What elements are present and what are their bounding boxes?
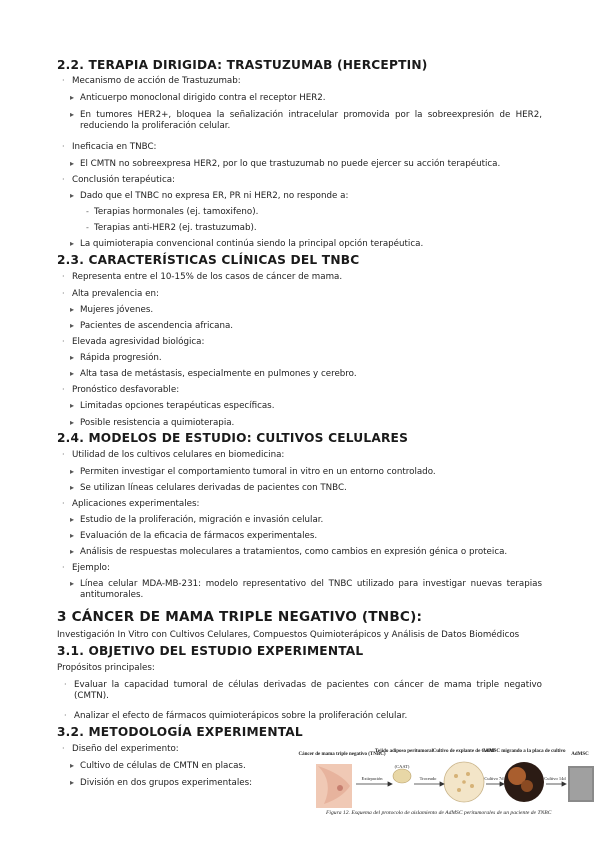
list-item: La quimioterapia convencional continúa siendo la principal opción terapéutica. [80, 239, 424, 249]
section-3-2-heading: 3.2. METODOLOGÍA EXPERIMENTAL [57, 725, 303, 739]
bullet-dot: · [62, 337, 65, 346]
bullet-arrow-icon: ▸ [70, 579, 75, 588]
figure-caption: Figura 12. Esquema del protocolo de aislamiento de AdMSC peritumorales de un paciente de TNBC [326, 810, 552, 816]
list-item: Permiten investigar el comportamiento tumoral in vitro en un entorno controlado. [80, 467, 436, 477]
bullet-arrow-icon: ▸ [70, 761, 75, 770]
bullet-dot: · [62, 142, 65, 151]
bullet-arrow-icon: ▸ [70, 418, 75, 427]
bullet-dot: · [62, 289, 65, 298]
bullet-dot: · [62, 499, 65, 508]
list-item: Terapias hormonales (ej. tamoxifeno). [94, 207, 259, 217]
section-3-1-heading: 3.1. OBJETIVO DEL ESTUDIO EXPERIMENTAL [57, 644, 364, 658]
bullet-arrow-icon: ▸ [70, 467, 75, 476]
list-item: Línea celular MDA-MB-231: modelo representativo del TNBC utilizado para investigar nuevas terapias antitumorales. [80, 579, 542, 600]
bullet-dot: · [62, 272, 65, 281]
list-item: Aplicaciones experimentales: [72, 499, 200, 509]
section-2-2-heading: 2.2. TERAPIA DIRIGIDA: TRASTUZUMAB (HERCEPTIN) [57, 58, 428, 72]
fig-step-troceado: Troceado [419, 776, 437, 781]
list-item: Anticuerpo monoclonal dirigido contra el receptor HER2. [80, 93, 326, 103]
bullet-dot: · [62, 76, 65, 85]
list-item: Elevada agresividad biológica: [72, 337, 205, 347]
admsc-cells-icon [568, 766, 594, 802]
list-item: Posible resistencia a quimioterapia. [80, 418, 235, 428]
list-item: Utilidad de los cultivos celulares en biomedicina: [72, 450, 285, 460]
list-item: Ejemplo: [72, 563, 110, 573]
list-item: Estudio de la proliferación, migración e invasión celular. [80, 515, 324, 525]
bullet-arrow-icon: ▸ [70, 369, 75, 378]
list-item: Representa entre el 10-15% de los casos de cáncer de mama. [72, 272, 343, 282]
list-item: Pronóstico desfavorable: [72, 385, 180, 395]
section-2-3-heading: 2.3. CARACTERÍSTICAS CLÍNICAS DEL TNBC [57, 253, 360, 267]
list-item: Análisis de respuestas moleculares a tratamientos, como cambios en expresión génica o proteica. [80, 547, 508, 557]
bullet-arrow-icon: ▸ [70, 483, 75, 492]
bullet-dot: · [64, 680, 67, 689]
bullet-arrow-icon: ▸ [70, 93, 75, 102]
bullet-arrow-icon: ▸ [70, 239, 75, 248]
explant-dish-icon [444, 762, 484, 802]
list-item: Diseño del experimento: [72, 744, 179, 754]
bullet-dot: · [62, 450, 65, 459]
fig-col4-label: AdMSC migrando a la placa de cultivo [482, 749, 566, 754]
section-3-subtitle: Investigación In Vitro con Cultivos Celulares, Compuestos Quimioterápicos y Análisis de Datos Biomédicos [57, 630, 520, 640]
fig-col2-label: Tejido adiposo peritumoral [374, 749, 434, 754]
migration-dish-icon [504, 762, 544, 802]
bullet-arrow-icon: ▸ [70, 353, 75, 362]
bullet-dot: · [62, 385, 65, 394]
list-item: Limitadas opciones terapéuticas específicas. [80, 401, 275, 411]
fig-col1-label: Cáncer de mama triple negativo (TNBC) [298, 752, 386, 757]
bullet-arrow-icon: ▸ [70, 531, 75, 540]
bullet-dot: · [62, 744, 65, 753]
list-item: Conclusión terapéutica: [72, 175, 175, 185]
list-item: Analizar el efecto de fármacos quimioterápicos sobre la proliferación celular. [74, 711, 408, 721]
bullet-dash: - [86, 223, 89, 232]
breast-icon [316, 764, 352, 808]
bullet-arrow-icon: ▸ [70, 401, 75, 410]
protocol-figure [298, 740, 599, 820]
list-item: El CMTN no sobreexpresa HER2, por lo que trastuzumab no puede ejercer su acción terapéutica. [80, 159, 501, 169]
bullet-arrow-icon: ▸ [70, 191, 75, 200]
fig-step-extirpacion: Extirpación [361, 776, 383, 781]
bullet-dash: - [86, 207, 89, 216]
list-item: Mecanismo de acción de Trastuzumab: [72, 76, 241, 86]
fig-col5-label: AdMSC [571, 752, 589, 757]
list-item: Cultivo de células de CMTN en placas. [80, 761, 246, 771]
list-item: Pacientes de ascendencia africana. [80, 321, 234, 331]
list-item: Dado que el TNBC no expresa ER, PR ni HER2, no responde a: [80, 191, 349, 201]
section-2-4-heading: 2.4. MODELOS DE ESTUDIO: CULTIVOS CELULARES [57, 431, 409, 445]
list-item: Terapias anti-HER2 (ej. trastuzumab). [94, 223, 257, 233]
list-item: Mujeres jóvenes. [80, 305, 154, 315]
section-3-heading: 3 CÁNCER DE MAMA TRIPLE NEGATIVO (TNBC): [57, 609, 423, 625]
list-item: Ineficacia en TNBC: [72, 142, 157, 152]
fig-step-cultivo-7d: Cultivo 7d [484, 776, 504, 781]
fig-step-caat: (CAAT) [394, 764, 410, 769]
list-item: Alta prevalencia en: [72, 289, 159, 299]
bullet-arrow-icon: ▸ [70, 321, 75, 330]
list-item: Evaluación de la eficacia de fármacos experimentales. [80, 531, 318, 541]
list-item: Rápida progresión. [80, 353, 162, 363]
fig-step-cultivo-14d: Cultivo 14d [544, 776, 566, 781]
bullet-dot: · [62, 563, 65, 572]
lead-text: Propósitos principales: [57, 663, 155, 673]
bullet-dot: · [64, 711, 67, 720]
fig-col3-label: Cultivo de explante de CAAT [432, 749, 496, 754]
bullet-arrow-icon: ▸ [70, 547, 75, 556]
bullet-arrow-icon: ▸ [70, 110, 75, 119]
list-item: Se utilizan líneas celulares derivadas de pacientes con TNBC. [80, 483, 347, 493]
list-item: División en dos grupos experimentales: [80, 778, 253, 788]
adipose-tissue-icon [393, 769, 411, 783]
bullet-arrow-icon: ▸ [70, 159, 75, 168]
bullet-dot: · [62, 175, 65, 184]
bullet-arrow-icon: ▸ [70, 515, 75, 524]
list-item: En tumores HER2+, bloquea la señalización intracelular promovida por la sobreexpresión de HER2, reduciendo la proliferación celular. [80, 110, 542, 131]
bullet-arrow-icon: ▸ [70, 778, 75, 787]
list-item: Evaluar la capacidad tumoral de células derivadas de pacientes con cáncer de mama triple negativo (CMTN). [74, 680, 542, 701]
bullet-arrow-icon: ▸ [70, 305, 75, 314]
list-item: Alta tasa de metástasis, especialmente en pulmones y cerebro. [80, 369, 357, 379]
